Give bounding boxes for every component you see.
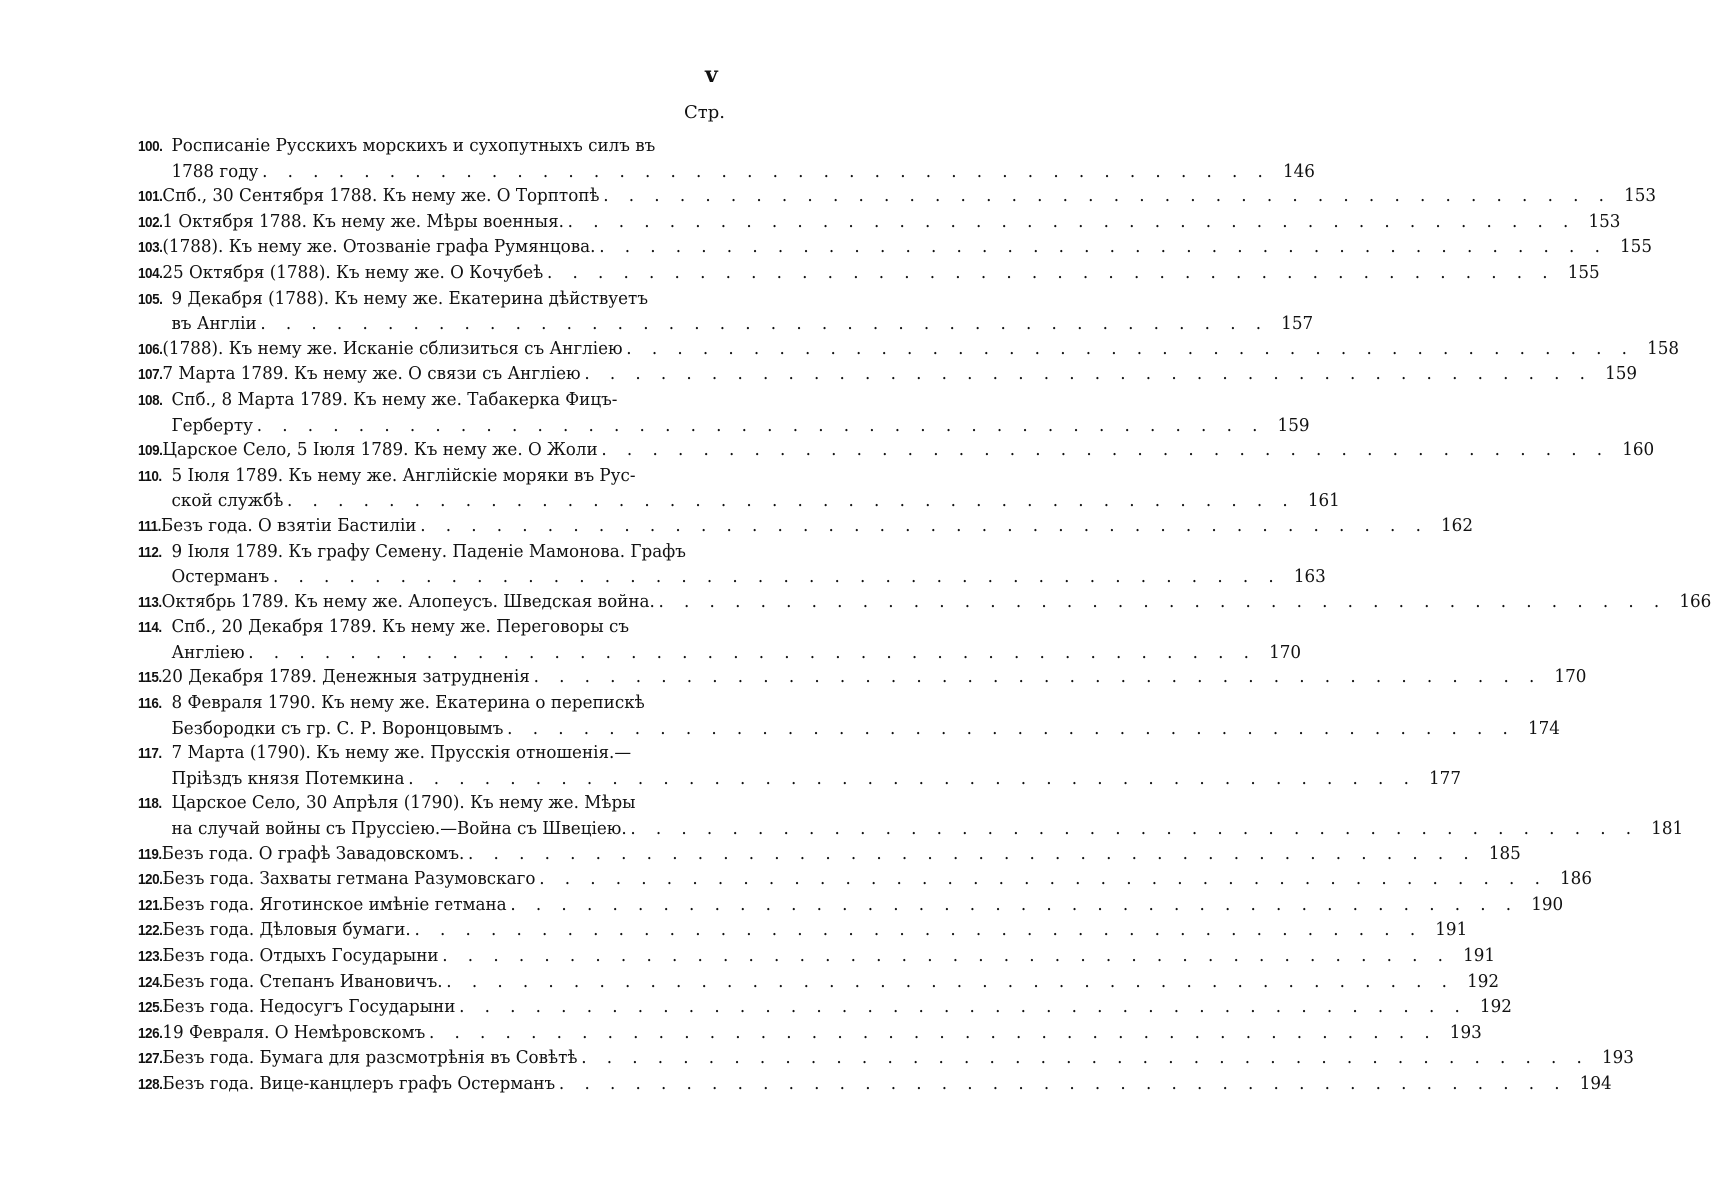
dot-leader: . . . . . . . . . . . . . . . . . . . . . . . . . . . . . . . . . . . . . . . . [539,868,1548,890]
toc-entry-number: 110. [138,468,162,485]
toc-entry-title: 25 Октября (1788). Къ нему же. О Кочубеѣ [162,261,544,283]
toc-entry-title: Царское Село, 5 Іюля 1789. Къ нему же. О Жоли [162,439,598,461]
toc-entry-page: 193 [1602,1047,1634,1069]
page-number: v [705,62,718,88]
toc-entry-title: Октябрь 1789. Къ нему же. Алопеусъ. Шведская война. [161,590,655,612]
toc-entry-number: 122. [138,923,163,940]
toc-entry-page: 174 [1527,717,1560,739]
dot-leader: . . . . . . . . . . . . . . . . . . . . . . . . . . . . . . . . . . . . . . . . [459,996,1468,1018]
toc-entry-page: 177 [1429,767,1461,789]
dot-leader: . . . . . . . . . . . . . . . . . . . . . . . . . . . . . . . . . . . . . . . . [468,842,1477,864]
toc-entry-page: 193 [1449,1021,1482,1043]
toc-entry-title: (1788). Къ нему же. Исканіе сблизиться съ Англіею [162,337,623,359]
toc-entry-page: 192 [1467,970,1500,992]
toc-entry-page: 162 [1441,514,1473,536]
toc-entry-title: Безбородки съ гр. С. Р. Воронцовымъ [171,717,504,739]
toc-entry-number: 115. [138,670,162,687]
toc-entry [138,893,1564,919]
toc-entry [138,210,1621,236]
dot-leader: . . . . . . . . . . . . . . . . . . . . . . . . . . . . . . . . . . . . . . . . [428,1021,1438,1043]
toc-entry-page: 170 [1269,641,1302,663]
toc-entry-page: 185 [1488,842,1521,864]
toc-entry-number: 121. [138,897,163,914]
toc-entry-number: 109. [138,443,163,460]
toc-entry [138,791,1684,841]
toc-entry-title: Герберту [171,414,254,436]
toc-entry-title: 5 Іюля 1789. Къ нему же. Англійскіе моряки въ Рус- [171,464,636,486]
toc-entry-page: 191 [1435,919,1468,941]
table-of-contents [138,134,1711,1098]
toc-entry-number: 111. [138,518,161,535]
toc-entry-page: 146 [1282,160,1315,182]
toc-entry-page: 170 [1554,666,1587,688]
toc-entry-title: Безъ года. Яготинское имѣніе гетмана [162,893,507,915]
toc-entry-number: 128. [138,1076,163,1093]
toc-entry [138,944,1496,970]
toc-entry [138,184,1657,210]
toc-entry [138,970,1500,996]
toc-entry-title: 20 Декабря 1789. Денежныя затрудненія [161,666,530,688]
toc-entry-title: Царское Село, 30 Апрѣля (1790). Къ нему же. Мѣры [171,792,636,814]
toc-entry-title: Безъ года. Дѣловыя бумаги. [162,919,411,941]
toc-entry [138,287,1314,337]
toc-entry-title: Безъ года. Бумага для разсмотрѣнія въ Совѣтѣ [162,1047,578,1069]
toc-entry-title: ской службѣ [171,490,284,512]
toc-entry [138,388,1310,438]
toc-entry-number: 126. [138,1025,163,1042]
toc-entry-number: 112. [138,544,162,561]
dot-leader: . . . . . . . . . . . . . . . . . . . . . . . . . . . . . . . . . . . . . . . . [581,1047,1590,1069]
dot-leader: . . . . . . . . . . . . . . . . . . . . . . . . . . . . . . . . . . . . . . . . [658,590,1667,612]
toc-entry-title: Безъ года. Вице-канцлеръ графъ Остерманъ [162,1072,556,1094]
toc-entry-page: 159 [1277,414,1310,436]
toc-entry-page: 166 [1679,590,1711,612]
dot-leader: . . . . . . . . . . . . . . . . . . . . . . . . . . . . . . . . . . . . . . . . [601,439,1610,461]
toc-entry-number: 108. [138,392,163,409]
toc-entry [138,665,1587,691]
toc-entry-title: 7 Марта (1790). Къ нему же. Прусскія отношенія.— [171,742,632,764]
dot-leader: . . . . . . . . . . . . . . . . . . . . . . . . . . . . . . . . . . . . . . . . [446,970,1455,992]
toc-entry-page: 158 [1647,337,1680,359]
toc-entry-title: Спб., 8 Марта 1789. Къ нему же. Табакерка Фицъ- [171,388,618,410]
toc-entry-page: 191 [1463,945,1496,966]
toc-entry-page: 153 [1588,210,1621,232]
dot-leader: . . . . . . . . . . . . . . . . . . . . . . . . . . . . . . . . . . . . . . . . [567,210,1576,232]
toc-entry-number: 117. [138,746,162,763]
dot-leader: . . . . . . . . . . . . . . . . . . . . . . . . . . . . . . . . . . . . . . . . [507,717,1516,739]
toc-entry-title: 1 Октября 1788. Къ нему же. Мѣры военныя. [162,210,564,232]
dot-leader: . . . . . . . . . . . . . . . . . . . . . . . . . . . . . . . . . . . . . . . . [420,514,1429,536]
toc-entry [138,691,1560,741]
toc-entry [138,842,1521,868]
toc-entry-title: Росписаніе Русскихъ морскихъ и сухопутныхъ силъ въ [171,135,656,156]
toc-entry-page: 155 [1620,236,1652,258]
dot-leader: . . . . . . . . . . . . . . . . . . . . . . . . . . . . . . . . . . . . . . . . [256,414,1265,436]
toc-entry-page: 181 [1651,818,1684,840]
toc-entry [138,134,1315,184]
dot-leader: . . . . . . . . . . . . . . . . . . . . . . . . . . . . . . . . . . . . . . . . [510,893,1519,915]
toc-entry-number: 113. [138,594,162,611]
toc-entry-title: Безъ года. О взятіи Бастиліи [160,514,417,536]
toc-entry-title: въ Англіи [171,313,257,335]
toc-entry [138,464,1340,514]
toc-entry-page: 160 [1622,439,1655,461]
toc-entry [138,741,1461,791]
toc-entry [138,362,1638,388]
toc-entry-title: 9 Декабря (1788). Къ нему же. Екатерина дѣйствуетъ [171,287,648,309]
dot-leader: . . . . . . . . . . . . . . . . . . . . . . . . . . . . . . . . . . . . . . . . [287,490,1296,512]
toc-entry [138,615,1302,665]
toc-entry-number: 106. [138,341,163,358]
toc-entry-title: (1788). Къ нему же. Отозваніе графа Румянцова. [162,236,596,258]
toc-entry-page: 159 [1605,363,1638,385]
toc-entry-page: 163 [1293,566,1326,588]
dot-leader: . . . . . . . . . . . . . . . . . . . . . . . . . . . . . . . . . . . . . . . . [262,160,1271,182]
toc-entry [138,261,1600,287]
toc-entry-title: на случай войны съ Пруссіею.—Война съ Швеціею. [171,818,627,840]
toc-entry [138,1021,1482,1047]
toc-entry-number: 123. [138,949,163,965]
toc-entry-number: 104. [138,265,163,282]
toc-entry-title: 1788 году [171,160,259,182]
toc-entry-number: 103. [138,240,163,257]
toc-entry-title: 19 Февраля. О Немѣровскомъ [162,1021,426,1043]
toc-entry [138,1046,1634,1072]
toc-entry-page: 157 [1281,313,1314,335]
toc-entry-page: 190 [1531,893,1564,915]
dot-leader: . . . . . . . . . . . . . . . . . . . . . . . . . . . . . . . . . . . . . . . . [558,1072,1568,1094]
toc-entry-number: 101. [138,189,163,206]
dot-leader: . . . . . . . . . . . . . . . . . . . . . . . . . . . . . . . . . . . . . . . . [272,566,1282,588]
toc-entry-number: 105. [138,291,163,308]
toc-entry-title: Спб., 30 Сентября 1788. Къ нему же. О Торптопѣ [162,185,600,207]
toc-entry-number: 118. [138,796,162,813]
toc-entry-number: 119. [138,846,162,863]
toc-entry [138,995,1512,1021]
toc-entry-number: 125. [138,1000,163,1017]
toc-entry-number: 124. [138,974,163,991]
dot-leader: . . . . . . . . . . . . . . . . . . . . . . . . . . . . . . . . . . . . . . . . [584,363,1593,385]
dot-leader: . . . . . . . . . . . . . . . . . . . . . . . . . . . . . . . . . . . . . . . . [603,185,1612,207]
toc-entry-number: 102. [138,214,163,231]
toc-entry-title: 8 Февраля 1790. Къ нему же. Екатерина о перепискѣ [171,692,645,714]
toc-entry-title: Безъ года. Отдыхъ Государыни [162,945,439,966]
toc-entry-title: 7 Марта 1789. Къ нему же. О связи съ Англіею [162,363,581,385]
dot-leader: . . . . . . . . . . . . . . . . . . . . . . . . . . . . . . . . . . . . . . . . [626,337,1635,359]
toc-entry-title: Остерманъ [171,566,270,588]
toc-entry-page: 192 [1479,996,1512,1018]
dot-leader: . . . . . . . . . . . . . . . . . . . . . . . . . . . . . . . . . . . . . . . . [248,641,1257,663]
toc-entry-number: 120. [138,872,163,889]
dot-leader: . . . . . . . . . . . . . . . . . . . . . . . . . . . . . . . . . . . . . . . . [442,945,1451,966]
toc-entry [138,918,1468,944]
toc-entry-number: 107. [138,367,163,384]
toc-entry [138,867,1592,893]
toc-entry-title: Безъ года. О графѣ Завадовскомъ. [161,842,465,864]
dot-leader: . . . . . . . . . . . . . . . . . . . . . . . . . . . . . . . . . . . . . . . . [260,313,1269,335]
dot-leader: . . . . . . . . . . . . . . . . . . . . . . . . . . . . . . . . . . . . . . . . [408,767,1417,789]
toc-entry-page: 194 [1579,1072,1612,1094]
toc-entry-title: 9 Іюля 1789. Къ графу Семену. Паденіе Мамонова. Графъ [171,540,686,562]
toc-entry-title: Англіею [171,641,245,663]
toc-entry [138,514,1473,540]
toc-entry-page: 186 [1560,868,1592,890]
toc-entry-title: Безъ года. Степанъ Ивановичъ. [162,970,443,992]
toc-entry-title: Спб., 20 Декабря 1789. Къ нему же. Переговоры съ [171,616,629,638]
toc-entry-number: 127. [138,1051,163,1068]
toc-entry [138,1072,1612,1098]
toc-entry [138,590,1711,616]
toc-entry [138,235,1652,261]
toc-entry-page: 153 [1624,185,1657,207]
toc-entry-number: 114. [138,620,162,637]
toc-entry-page: 161 [1307,490,1340,512]
dot-leader: . . . . . . . . . . . . . . . . . . . . . . . . . . . . . . . . . . . . . . . . [630,818,1639,840]
toc-entry [138,438,1655,464]
toc-entry-title: Пріѣздъ князя Потемкина [171,767,405,789]
toc-entry-page: 155 [1567,261,1600,283]
toc-entry [138,337,1680,363]
dot-leader: . . . . . . . . . . . . . . . . . . . . . . . . . . . . . . . . . . . . . . . . [599,236,1608,258]
dot-leader: . . . . . . . . . . . . . . . . . . . . . . . . . . . . . . . . . . . . . . . . [546,261,1556,283]
dot-leader: . . . . . . . . . . . . . . . . . . . . . . . . . . . . . . . . . . . . . . . . [414,919,1423,941]
toc-entry-number: 100. [138,139,163,155]
toc-entry-number: 116. [138,696,162,713]
dot-leader: . . . . . . . . . . . . . . . . . . . . . . . . . . . . . . . . . . . . . . . . [533,666,1542,688]
toc-entry [138,540,1326,590]
toc-entry-title: Безъ года. Захваты гетмана Разумовскаго [162,868,536,890]
page-column-header: Стр. [684,102,725,123]
toc-entry-title: Безъ года. Недосугъ Государыни [162,996,456,1018]
